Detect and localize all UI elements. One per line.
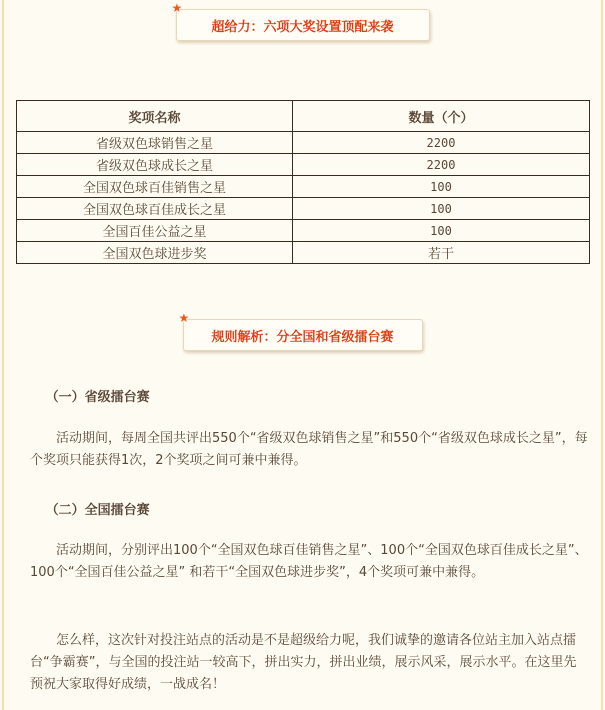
table-row (17, 132, 590, 154)
provincial-heading: （一）省级擂台赛 (45, 390, 150, 405)
header-prize-name: 奖项名称 (17, 101, 293, 132)
quantity-cell: 2200 (293, 132, 590, 154)
table-row (17, 176, 590, 198)
quantity-cell: 100 (293, 220, 590, 242)
quantity-cell: 若干 (293, 242, 590, 264)
national-heading: （二）全国擂台赛 (45, 503, 150, 518)
section-title-text: 规则解析：分全国和省级擂台赛 (211, 329, 394, 345)
prize-name-cell: 全国双色球百佳成长之星 (17, 198, 293, 220)
section-title-text: 超给力：六项大奖设置顶配来袭 (211, 19, 394, 35)
quantity-cell: 100 (293, 198, 590, 220)
section-title-prizes (171, 1, 430, 41)
prize-name-cell: 省级双色球成长之星 (17, 154, 293, 176)
prize-name-cell: 全国双色球百佳销售之星 (17, 176, 293, 198)
provincial-paragraph: 活动期间，每周全国共评出550个“省级双色球销售之星”和550个“省级双色球成长之星”，每个奖项只能获得1次，2个奖项之间可兼中兼得。 (30, 431, 588, 468)
prize-name-cell: 全国百佳公益之星 (17, 220, 293, 242)
table-row (17, 242, 590, 264)
header-quantity: 数量（个） (293, 101, 590, 132)
table-row (17, 154, 590, 176)
closing-paragraph: 怎么样，这次针对投注站点的活动是不是超级给力呢，我们诚挚的邀请各位站主加入站点擂台“争霸赛”，与全国的投注站一较高下，拼出实力，拼出业绩，展示风采，展示水平。在这里先预祝大家取得好成绩，一战成名！ (30, 633, 577, 692)
star-icon: ★ (171, 1, 183, 15)
table-row (17, 220, 590, 242)
prize-table (16, 100, 590, 264)
prize-name-cell: 全国双色球进步奖 (17, 242, 293, 264)
table-header-row (17, 101, 590, 132)
section-title-rules (178, 311, 423, 351)
table-row (17, 198, 590, 220)
quantity-cell: 2200 (293, 154, 590, 176)
star-icon: ★ (178, 311, 190, 325)
prize-name-cell: 省级双色球销售之星 (17, 132, 293, 154)
national-paragraph: 活动期间，分别评出100个“全国双色球百佳销售之星”、100个“全国双色球百佳成长之星”、100个“全国百佳公益之星” 和若干“全国双色球进步奖”，4个奖项可兼中兼得。 (30, 543, 588, 580)
quantity-cell: 100 (293, 176, 590, 198)
